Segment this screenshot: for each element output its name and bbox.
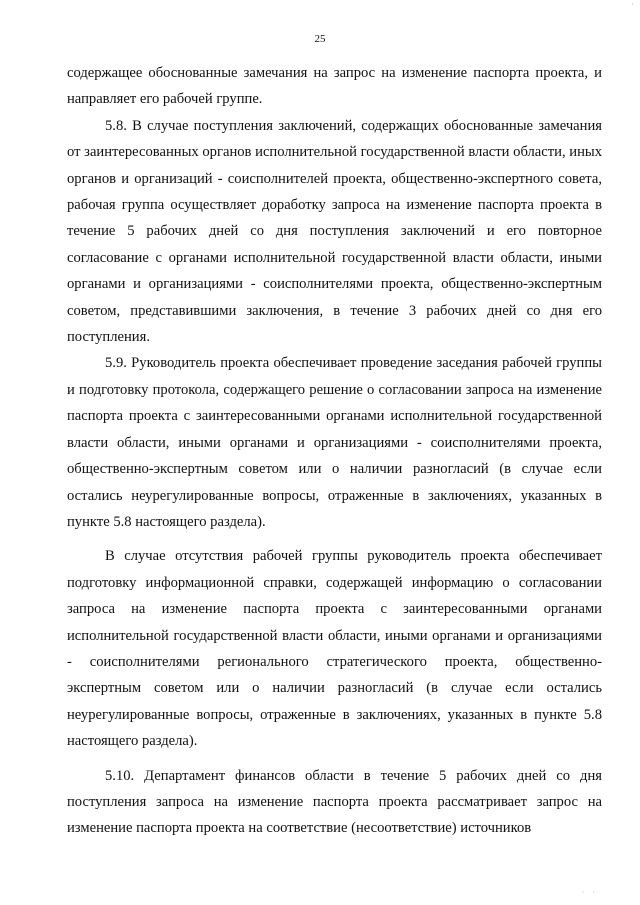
paragraph-continuation: содержащее обоснованные замечания на запрос на изменение паспорта проекта, и направляет его рабочей группе. [67, 65, 602, 108]
page-number: 25 [314, 33, 326, 45]
paragraph-no-working-group: В случае отсутствия рабочей группы руководитель проекта обеспечивает подготовку информационной справки, содержащей информацию о согласовании запроса на изменение паспорта проекта с заинтересованными органами исполнительной государственной власти области, иными органами и организациями - соисполнителями регионального стратегического проекта, общественно-экспертным советом или о наличии разногласий (в случае если остались неурегулированные вопросы, отраженные в заключениях, указанных в пункте 5.8 настоящего раздела). [67, 548, 602, 750]
scan-mark: · · [581, 888, 598, 897]
body-text [67, 60, 602, 842]
paragraph-5-9: 5.9. Руководитель проекта обеспечивает проведение заседания рабочей группы и подготовку протокола, содержащего решение о согласовании запроса на изменение паспорта проекта с заинтересованными органами исполнительной государственной власти области, иными органами и организациями - соисполнителями проекта, общественно-экспертным советом или о наличии разногласий (в случае если остались неурегулированные вопросы, отраженные в заключениях, указанных в пункте 5.8 настоящего раздела). [67, 355, 602, 530]
paragraph-5-10: 5.10. Департамент финансов области в течение 5 рабочих дней со дня поступления запроса на изменение паспорта проекта рассматривает запрос на изменение паспорта проекта на соответствие (несоответствие) источников [67, 767, 602, 837]
paragraph-5-8: 5.8. В случае поступления заключений, содержащих обоснованные замечания от заинтересованных органов исполнительной государственной власти области, иных органов и организаций - соисполнителей проекта, общественно-экспертного совета, рабочая группа осуществляет доработку запроса на изменение паспорта проекта в течение 5 рабочих дней со дня поступления заключений и его повторное согласование с органами исполнительной государственной власти области, иными органами и организациями - соисполнителями проекта, общественно-экспертным советом, представившими заключения, в течение 3 рабочих дней со дня его поступления. [67, 117, 602, 346]
corner-mark: · [631, 0, 634, 9]
